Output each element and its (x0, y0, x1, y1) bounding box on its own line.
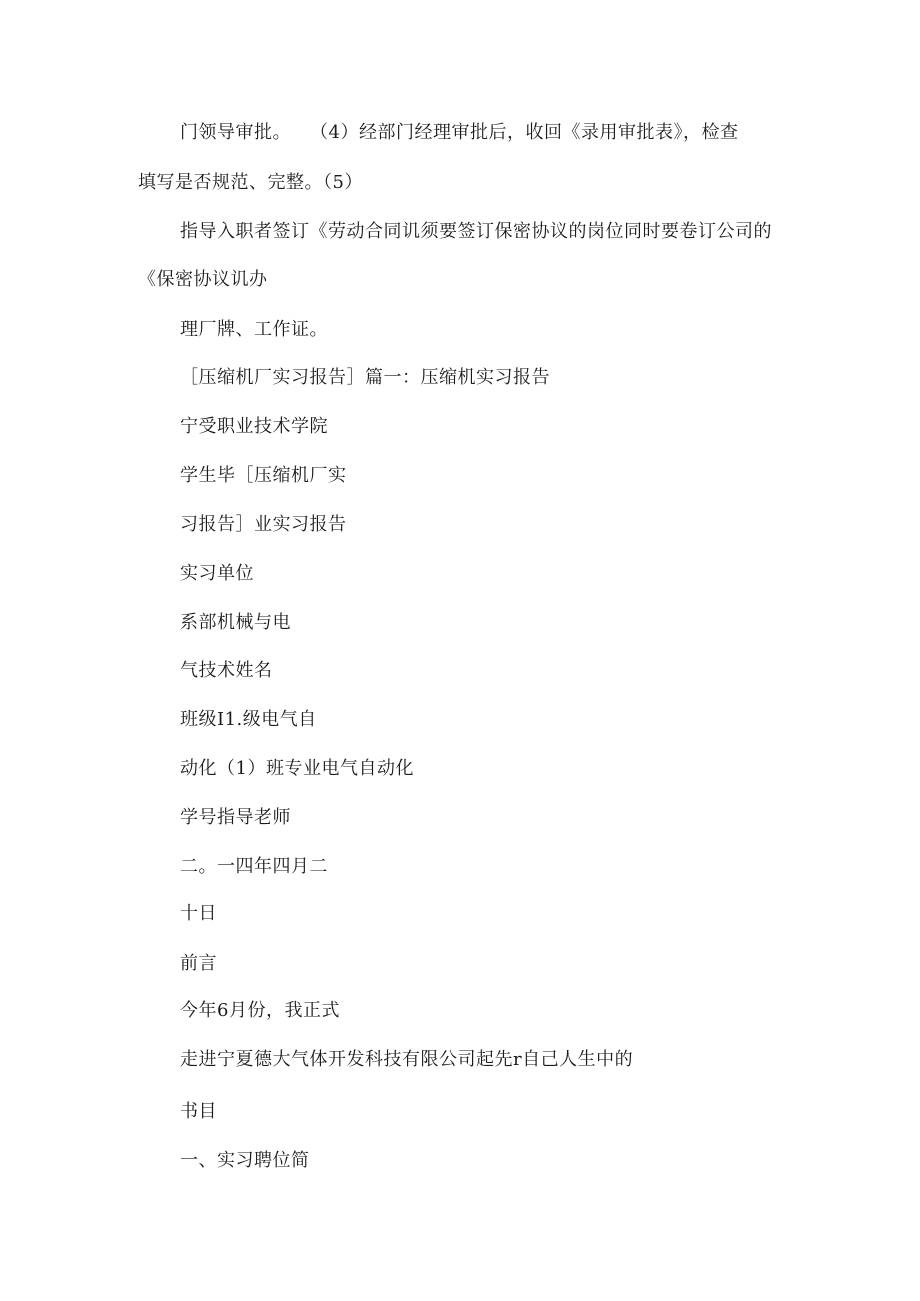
text-line: 走进宁夏德大气体开发科技有限公司起先r自己人生中的 (180, 1049, 634, 1070)
text-line: 书目 (180, 1101, 217, 1122)
text-line: 填写是否规范、完整。（5） (138, 172, 363, 193)
text-line: 气技术姓名 (180, 660, 273, 681)
text-line: 系部机械与电 (180, 612, 291, 633)
text-line: 指导入职者签订《劳动合同讥须要签订保密协议的岗位同时要卷订公司的 (180, 221, 772, 242)
text-line: 宁受职业技术学院 (180, 416, 328, 437)
text-line: 门领导审批。 （4）经部门经理审批后，收回《录用审批表》，检查 (180, 122, 739, 143)
text-line: 实习单位 (180, 563, 254, 584)
text-line: 前言 (180, 953, 217, 974)
text-line: 习报告］业实习报告 (180, 514, 347, 535)
text-line: 一、实习聘位简 (180, 1150, 310, 1171)
text-line: 今年6月份，我正式 (180, 1000, 340, 1021)
text-line: 动化（1）班专业电气自动化 (180, 758, 414, 779)
text-line: 《保密协议讥办 (138, 269, 268, 290)
text-line: 班级I1.级电气自 (180, 709, 317, 730)
text-line: 二。一四年四月二 (180, 856, 328, 877)
text-line: 十日 (180, 903, 217, 924)
text-line: 学生毕［压缩机厂实 (180, 465, 347, 486)
text-line: 理厂牌、工作证。 (180, 319, 328, 340)
section-heading: ［压缩机厂实习报告］篇一：压缩机实习报告 (180, 367, 550, 388)
text-line: 学号指导老师 (180, 807, 291, 828)
